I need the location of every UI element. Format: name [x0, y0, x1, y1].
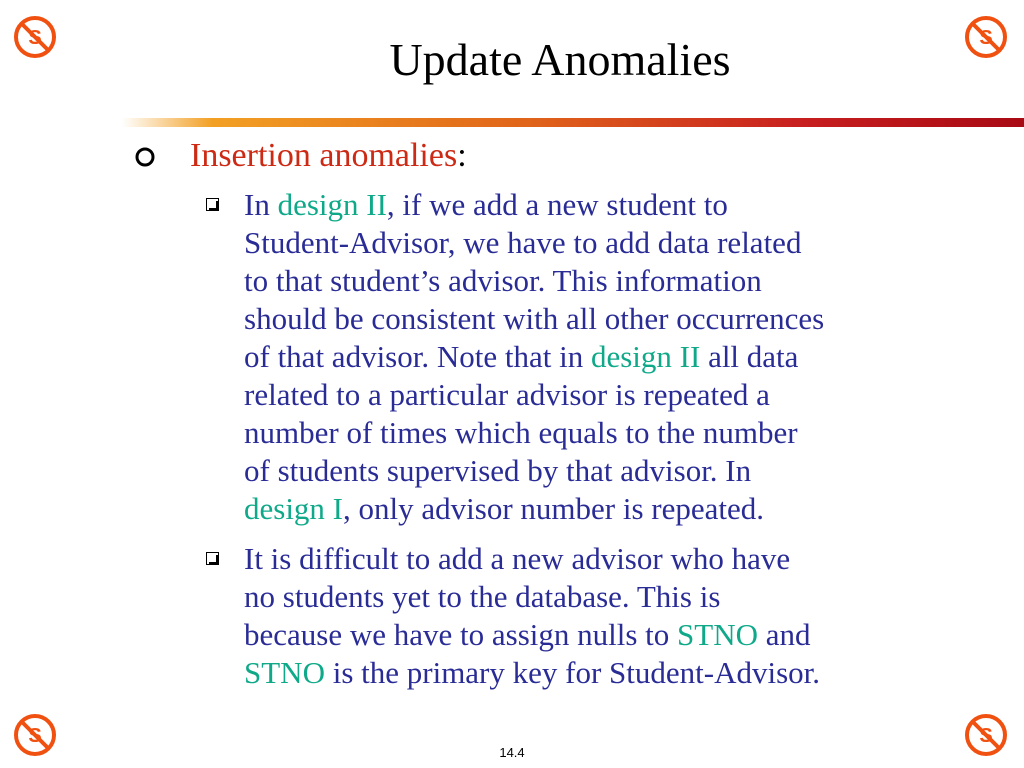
highlight-term: design I	[244, 491, 344, 526]
text-run: , only advisor number is repeated.	[343, 491, 764, 526]
text-run: all data	[700, 339, 799, 374]
svg-text:S: S	[28, 27, 42, 49]
text-run: In	[244, 187, 278, 222]
text-run: is the primary key for Student-Advisor.	[324, 655, 821, 690]
highlight-term: STNO	[677, 617, 758, 652]
text-line: related to a particular advisor is repeated a	[244, 377, 770, 412]
no-smoking-sign-icon	[963, 14, 1009, 60]
text-line: to that student’s advisor. This information	[244, 263, 762, 298]
highlight-term: design II	[277, 187, 387, 222]
text-run: because we have to assign nulls to	[244, 617, 678, 652]
svg-text:S: S	[28, 725, 42, 747]
no-smoking-sign-icon	[12, 14, 58, 60]
text-line: Student-Advisor, we have to add data related	[244, 225, 802, 260]
text-run: , if we add a new student to	[386, 187, 728, 222]
checkbox-bullet-icon	[206, 198, 219, 211]
text-line: no students yet to the database. This is	[244, 579, 721, 614]
text-line	[244, 338, 1004, 376]
text-line: should be consistent with all other occurrences	[244, 301, 825, 336]
slide-title: Update Anomalies	[389, 34, 731, 85]
text-line: of students supervised by that advisor. In	[244, 453, 752, 488]
circle-bullet-icon	[133, 145, 157, 169]
svg-text:S: S	[979, 725, 993, 747]
title-divider	[122, 118, 1024, 127]
text-run: of that advisor. Note that in	[244, 339, 591, 374]
highlight-term: design II	[590, 339, 701, 374]
text-line	[244, 616, 1004, 654]
text-line: It is difficult to add a new advisor who have	[244, 541, 791, 576]
text-run: and	[757, 617, 811, 652]
bullet-new-advisor	[244, 540, 1004, 692]
text-line: number of times which equals to the number	[244, 415, 798, 450]
heading-insertion-anomalies	[190, 136, 467, 176]
heading-label: Insertion anomalies	[190, 137, 458, 174]
highlight-term: STNO	[244, 655, 325, 690]
svg-text:S: S	[979, 27, 993, 49]
text-line	[244, 490, 1004, 528]
checkbox-bullet-icon	[206, 552, 219, 565]
text-line	[244, 186, 1004, 224]
page-number: 14.4	[499, 745, 525, 760]
heading-colon: :	[457, 137, 467, 174]
text-line	[244, 654, 1004, 692]
bullet-design-ii	[244, 186, 1004, 528]
